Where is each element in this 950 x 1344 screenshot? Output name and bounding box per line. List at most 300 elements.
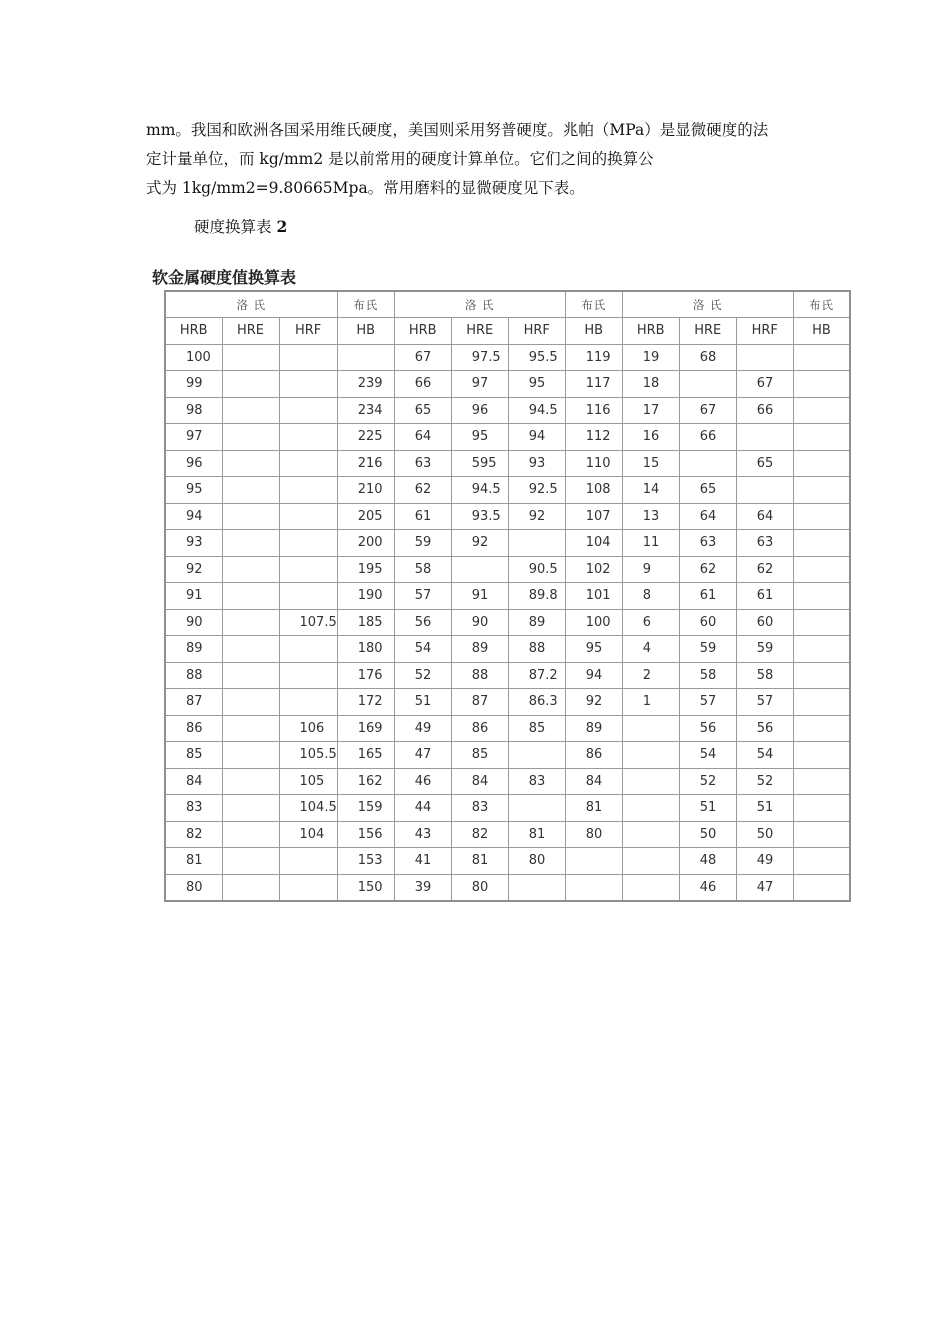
table-cell: 89	[165, 636, 222, 663]
table-row	[165, 848, 850, 875]
table-cell: 105.5	[279, 742, 337, 769]
column-header-hrf: HRF	[736, 318, 793, 345]
table-cell	[793, 556, 850, 583]
table-cell: 4	[622, 636, 679, 663]
table-title: 软金属硬度值换算表	[152, 268, 297, 287]
table-cell: 185	[337, 609, 394, 636]
table-cell: 97	[165, 424, 222, 451]
table-cell: 95	[508, 371, 565, 398]
table-cell: 62	[679, 556, 736, 583]
table-cell: 88	[508, 636, 565, 663]
column-header-hrf: HRF	[508, 318, 565, 345]
table-cell	[565, 848, 622, 875]
table-cell	[222, 874, 279, 901]
table-cell	[793, 344, 850, 371]
table-cell	[793, 397, 850, 424]
table-cell: 61	[679, 583, 736, 610]
table-cell: 100	[565, 609, 622, 636]
table-cell	[793, 477, 850, 504]
table-cell: 65	[679, 477, 736, 504]
table-cell: 94	[165, 503, 222, 530]
table-cell	[793, 715, 850, 742]
table-cell	[793, 874, 850, 901]
table-cell: 93	[165, 530, 222, 557]
table-cell: 169	[337, 715, 394, 742]
table-cell: 81	[165, 848, 222, 875]
table-cell: 116	[565, 397, 622, 424]
table-cell: 87	[451, 689, 508, 716]
table-cell: 89	[565, 715, 622, 742]
table-cell: 99	[165, 371, 222, 398]
paragraph-line: 式为 1kg/mm2=9.80665Mpa。常用磨料的显微硬度见下表。	[146, 179, 585, 197]
table-cell	[793, 450, 850, 477]
table-cell	[337, 344, 394, 371]
table-cell	[279, 450, 337, 477]
table-cell: 57	[736, 689, 793, 716]
table-cell: 47	[736, 874, 793, 901]
column-header-hb: HB	[337, 318, 394, 345]
table-cell: 65	[736, 450, 793, 477]
table-cell: 84	[565, 768, 622, 795]
table-cell: 64	[736, 503, 793, 530]
table-cell: 54	[736, 742, 793, 769]
table-cell: 80	[565, 821, 622, 848]
table-cell	[279, 344, 337, 371]
table-cell	[622, 768, 679, 795]
column-header-hre: HRE	[222, 318, 279, 345]
table-cell: 81	[565, 795, 622, 822]
table-cell	[793, 821, 850, 848]
table-cell: 58	[736, 662, 793, 689]
table-cell	[222, 689, 279, 716]
table-cell: 51	[736, 795, 793, 822]
table-cell: 94.5	[508, 397, 565, 424]
column-header-hrb: HRB	[622, 318, 679, 345]
table-cell: 52	[394, 662, 451, 689]
table-cell: 90.5	[508, 556, 565, 583]
table-row	[165, 450, 850, 477]
table-cell: 80	[451, 874, 508, 901]
table-cell	[679, 371, 736, 398]
table-cell: 17	[622, 397, 679, 424]
table-cell: 93	[508, 450, 565, 477]
table-cell: 50	[679, 821, 736, 848]
table-cell	[222, 795, 279, 822]
table-cell	[279, 556, 337, 583]
table-cell: 85	[508, 715, 565, 742]
table-cell	[736, 424, 793, 451]
table-cell: 98	[165, 397, 222, 424]
table-cell: 88	[451, 662, 508, 689]
table-cell: 61	[736, 583, 793, 610]
table-cell: 85	[165, 742, 222, 769]
table-cell: 87.2	[508, 662, 565, 689]
table-cell	[222, 530, 279, 557]
table-cell	[222, 768, 279, 795]
table-cell: 176	[337, 662, 394, 689]
table-cell: 86.3	[508, 689, 565, 716]
table-cell: 195	[337, 556, 394, 583]
table-cell	[279, 689, 337, 716]
table-cell: 51	[679, 795, 736, 822]
table-cell: 106	[279, 715, 337, 742]
table-cell	[793, 530, 850, 557]
table-cell	[793, 689, 850, 716]
table-cell: 104	[565, 530, 622, 557]
table-cell: 54	[394, 636, 451, 663]
table-row	[165, 742, 850, 769]
table-cell: 205	[337, 503, 394, 530]
table-row	[165, 503, 850, 530]
group-header-brinell: 布氏	[337, 291, 394, 318]
table-cell: 595	[451, 450, 508, 477]
table-cell: 63	[394, 450, 451, 477]
table-cell	[793, 742, 850, 769]
table-cell: 63	[679, 530, 736, 557]
table-cell	[279, 530, 337, 557]
table-cell: 92.5	[508, 477, 565, 504]
table-cell	[793, 768, 850, 795]
table-cell: 81	[508, 821, 565, 848]
table-cell: 57	[394, 583, 451, 610]
table-cell	[793, 609, 850, 636]
table-cell: 1	[622, 689, 679, 716]
table-cell	[279, 662, 337, 689]
table-cell	[222, 477, 279, 504]
table-row	[165, 689, 850, 716]
table-cell: 48	[679, 848, 736, 875]
table-row	[165, 821, 850, 848]
hardness-conversion-table	[164, 290, 851, 902]
table-cell	[279, 583, 337, 610]
table-cell: 93.5	[451, 503, 508, 530]
table-cell: 81	[451, 848, 508, 875]
table-cell	[565, 874, 622, 901]
table-cell: 39	[394, 874, 451, 901]
column-header-hb: HB	[565, 318, 622, 345]
table-cell	[793, 662, 850, 689]
table-cell: 44	[394, 795, 451, 822]
table-cell: 110	[565, 450, 622, 477]
table-cell	[222, 371, 279, 398]
table-cell: 47	[394, 742, 451, 769]
subtitle-number: 2	[276, 217, 288, 236]
column-header-hrf: HRF	[279, 318, 337, 345]
table-row	[165, 715, 850, 742]
table-cell: 9	[622, 556, 679, 583]
table-cell	[793, 795, 850, 822]
table-cell: 112	[565, 424, 622, 451]
table-cell: 41	[394, 848, 451, 875]
table-cell: 49	[394, 715, 451, 742]
table-cell: 225	[337, 424, 394, 451]
table-cell: 67	[736, 371, 793, 398]
table-cell	[622, 848, 679, 875]
table-row	[165, 795, 850, 822]
table-cell: 107	[565, 503, 622, 530]
table-cell: 2	[622, 662, 679, 689]
table-cell: 60	[736, 609, 793, 636]
table-cell: 62	[394, 477, 451, 504]
table-cell: 97	[451, 371, 508, 398]
table-cell: 165	[337, 742, 394, 769]
table-row	[165, 424, 850, 451]
table-cell: 234	[337, 397, 394, 424]
table-cell: 65	[394, 397, 451, 424]
table-cell: 66	[394, 371, 451, 398]
table-cell: 80	[165, 874, 222, 901]
table-cell	[222, 556, 279, 583]
column-header-hrb: HRB	[394, 318, 451, 345]
table-cell: 162	[337, 768, 394, 795]
table-cell	[222, 609, 279, 636]
table-cell: 59	[679, 636, 736, 663]
table-cell: 58	[679, 662, 736, 689]
table-cell	[279, 874, 337, 901]
table-row	[165, 768, 850, 795]
table-cell: 101	[565, 583, 622, 610]
table-cell	[222, 583, 279, 610]
column-header-hre: HRE	[679, 318, 736, 345]
table-row	[165, 583, 850, 610]
table-cell: 13	[622, 503, 679, 530]
table-cell: 88	[165, 662, 222, 689]
table-cell	[451, 556, 508, 583]
table-cell: 105	[279, 768, 337, 795]
table-cell: 80	[508, 848, 565, 875]
table-cell: 104.5	[279, 795, 337, 822]
table-cell: 94	[565, 662, 622, 689]
table-cell: 15	[622, 450, 679, 477]
paragraph-line: 定计量单位，而 kg/mm2 是以前常用的硬度计算单位。它们之间的换算公	[146, 150, 654, 168]
table-cell: 14	[622, 477, 679, 504]
table-row	[165, 477, 850, 504]
table-cell: 107.5	[279, 609, 337, 636]
table-cell: 46	[679, 874, 736, 901]
table-row	[165, 874, 850, 901]
table-cell: 90	[451, 609, 508, 636]
table-cell: 83	[451, 795, 508, 822]
table-cell: 49	[736, 848, 793, 875]
table-cell	[736, 477, 793, 504]
table-cell: 216	[337, 450, 394, 477]
column-header-hb: HB	[793, 318, 850, 345]
table-cell: 61	[394, 503, 451, 530]
table-cell: 83	[165, 795, 222, 822]
table-cell: 94	[508, 424, 565, 451]
table-cell: 95	[451, 424, 508, 451]
table-row	[165, 662, 850, 689]
table-cell	[222, 397, 279, 424]
group-header-row	[165, 291, 850, 318]
table-cell: 50	[736, 821, 793, 848]
table-cell: 91	[165, 583, 222, 610]
table-cell	[793, 636, 850, 663]
table-cell	[222, 503, 279, 530]
table-cell: 52	[679, 768, 736, 795]
table-cell	[679, 450, 736, 477]
table-cell	[279, 397, 337, 424]
table-cell: 104	[279, 821, 337, 848]
paragraph-line: mm。我国和欧洲各国采用维氏硬度，美国则采用努普硬度。兆帕（MPa）是显微硬度的法	[146, 121, 769, 139]
table-cell: 46	[394, 768, 451, 795]
table-cell: 63	[736, 530, 793, 557]
table-cell: 86	[565, 742, 622, 769]
table-cell	[222, 636, 279, 663]
table-cell	[622, 715, 679, 742]
table-cell: 19	[622, 344, 679, 371]
table-cell: 83	[508, 768, 565, 795]
table-cell: 56	[736, 715, 793, 742]
table-cell: 90	[165, 609, 222, 636]
section-subtitle	[194, 214, 287, 240]
group-header-rockwell: 洛 氏	[165, 291, 337, 318]
table-cell: 89	[508, 609, 565, 636]
table-cell: 57	[679, 689, 736, 716]
table-cell: 64	[679, 503, 736, 530]
table-body	[165, 344, 850, 901]
table-cell: 180	[337, 636, 394, 663]
table-cell: 52	[736, 768, 793, 795]
table-cell	[622, 742, 679, 769]
table-cell: 86	[165, 715, 222, 742]
table-cell: 67	[679, 397, 736, 424]
table-cell: 95.5	[508, 344, 565, 371]
table-cell: 18	[622, 371, 679, 398]
table-cell: 91	[451, 583, 508, 610]
table-cell: 67	[394, 344, 451, 371]
table-cell	[622, 874, 679, 901]
table-cell: 6	[622, 609, 679, 636]
table-cell: 94.5	[451, 477, 508, 504]
table-cell: 102	[565, 556, 622, 583]
table-cell: 84	[451, 768, 508, 795]
table-cell	[279, 848, 337, 875]
group-header-rockwell: 洛 氏	[622, 291, 793, 318]
table-cell: 96	[165, 450, 222, 477]
table-cell	[622, 821, 679, 848]
table-cell: 95	[165, 477, 222, 504]
table-cell: 11	[622, 530, 679, 557]
intro-paragraph	[146, 116, 826, 203]
table-cell	[793, 424, 850, 451]
table-cell: 85	[451, 742, 508, 769]
table-cell: 119	[565, 344, 622, 371]
table-cell	[279, 371, 337, 398]
table-row	[165, 344, 850, 371]
table-cell: 66	[679, 424, 736, 451]
table-cell	[222, 821, 279, 848]
table-row	[165, 371, 850, 398]
column-header-hre: HRE	[451, 318, 508, 345]
table-cell	[508, 795, 565, 822]
table-cell: 92	[565, 689, 622, 716]
column-header-hrb: HRB	[165, 318, 222, 345]
group-header-brinell: 布氏	[793, 291, 850, 318]
table-cell: 64	[394, 424, 451, 451]
table-row	[165, 397, 850, 424]
table-cell: 59	[736, 636, 793, 663]
table-cell	[508, 742, 565, 769]
table-cell: 239	[337, 371, 394, 398]
table-cell: 89	[451, 636, 508, 663]
table-cell	[508, 874, 565, 901]
table-cell: 92	[451, 530, 508, 557]
table-cell	[222, 424, 279, 451]
table-cell: 117	[565, 371, 622, 398]
subtitle-text: 硬度换算表	[194, 218, 272, 236]
table-cell	[279, 503, 337, 530]
table-cell	[222, 848, 279, 875]
table-cell	[279, 424, 337, 451]
table-cell: 62	[736, 556, 793, 583]
table-cell: 108	[565, 477, 622, 504]
table-cell	[222, 450, 279, 477]
table-cell: 95	[565, 636, 622, 663]
table-cell	[508, 530, 565, 557]
table-cell	[222, 662, 279, 689]
table-cell: 210	[337, 477, 394, 504]
table-cell: 43	[394, 821, 451, 848]
table-cell: 89.8	[508, 583, 565, 610]
table-cell: 66	[736, 397, 793, 424]
table-cell: 54	[679, 742, 736, 769]
table-cell: 97.5	[451, 344, 508, 371]
table-cell	[793, 503, 850, 530]
table-cell	[222, 742, 279, 769]
table-cell: 200	[337, 530, 394, 557]
table-cell: 82	[165, 821, 222, 848]
table-row	[165, 530, 850, 557]
table-cell: 96	[451, 397, 508, 424]
column-header-row	[165, 318, 850, 345]
table-cell: 60	[679, 609, 736, 636]
table-cell: 92	[508, 503, 565, 530]
table-cell	[793, 848, 850, 875]
table-cell: 8	[622, 583, 679, 610]
table-cell	[279, 636, 337, 663]
table-cell: 172	[337, 689, 394, 716]
table-cell	[222, 715, 279, 742]
table-cell: 190	[337, 583, 394, 610]
table-row	[165, 609, 850, 636]
table-cell: 159	[337, 795, 394, 822]
table-cell: 86	[451, 715, 508, 742]
table-cell	[793, 371, 850, 398]
table-cell	[222, 344, 279, 371]
table-cell: 56	[679, 715, 736, 742]
table-cell	[622, 795, 679, 822]
table-cell: 51	[394, 689, 451, 716]
table-cell: 100	[165, 344, 222, 371]
table-cell: 153	[337, 848, 394, 875]
table-cell: 156	[337, 821, 394, 848]
table-cell: 56	[394, 609, 451, 636]
group-header-rockwell: 洛 氏	[394, 291, 565, 318]
table-cell	[736, 344, 793, 371]
table-cell: 68	[679, 344, 736, 371]
table-cell	[279, 477, 337, 504]
table-cell	[793, 583, 850, 610]
table-cell: 150	[337, 874, 394, 901]
table-cell: 59	[394, 530, 451, 557]
table-cell: 16	[622, 424, 679, 451]
table-cell: 82	[451, 821, 508, 848]
table-row	[165, 636, 850, 663]
table-cell: 92	[165, 556, 222, 583]
table-cell: 84	[165, 768, 222, 795]
table-cell: 87	[165, 689, 222, 716]
